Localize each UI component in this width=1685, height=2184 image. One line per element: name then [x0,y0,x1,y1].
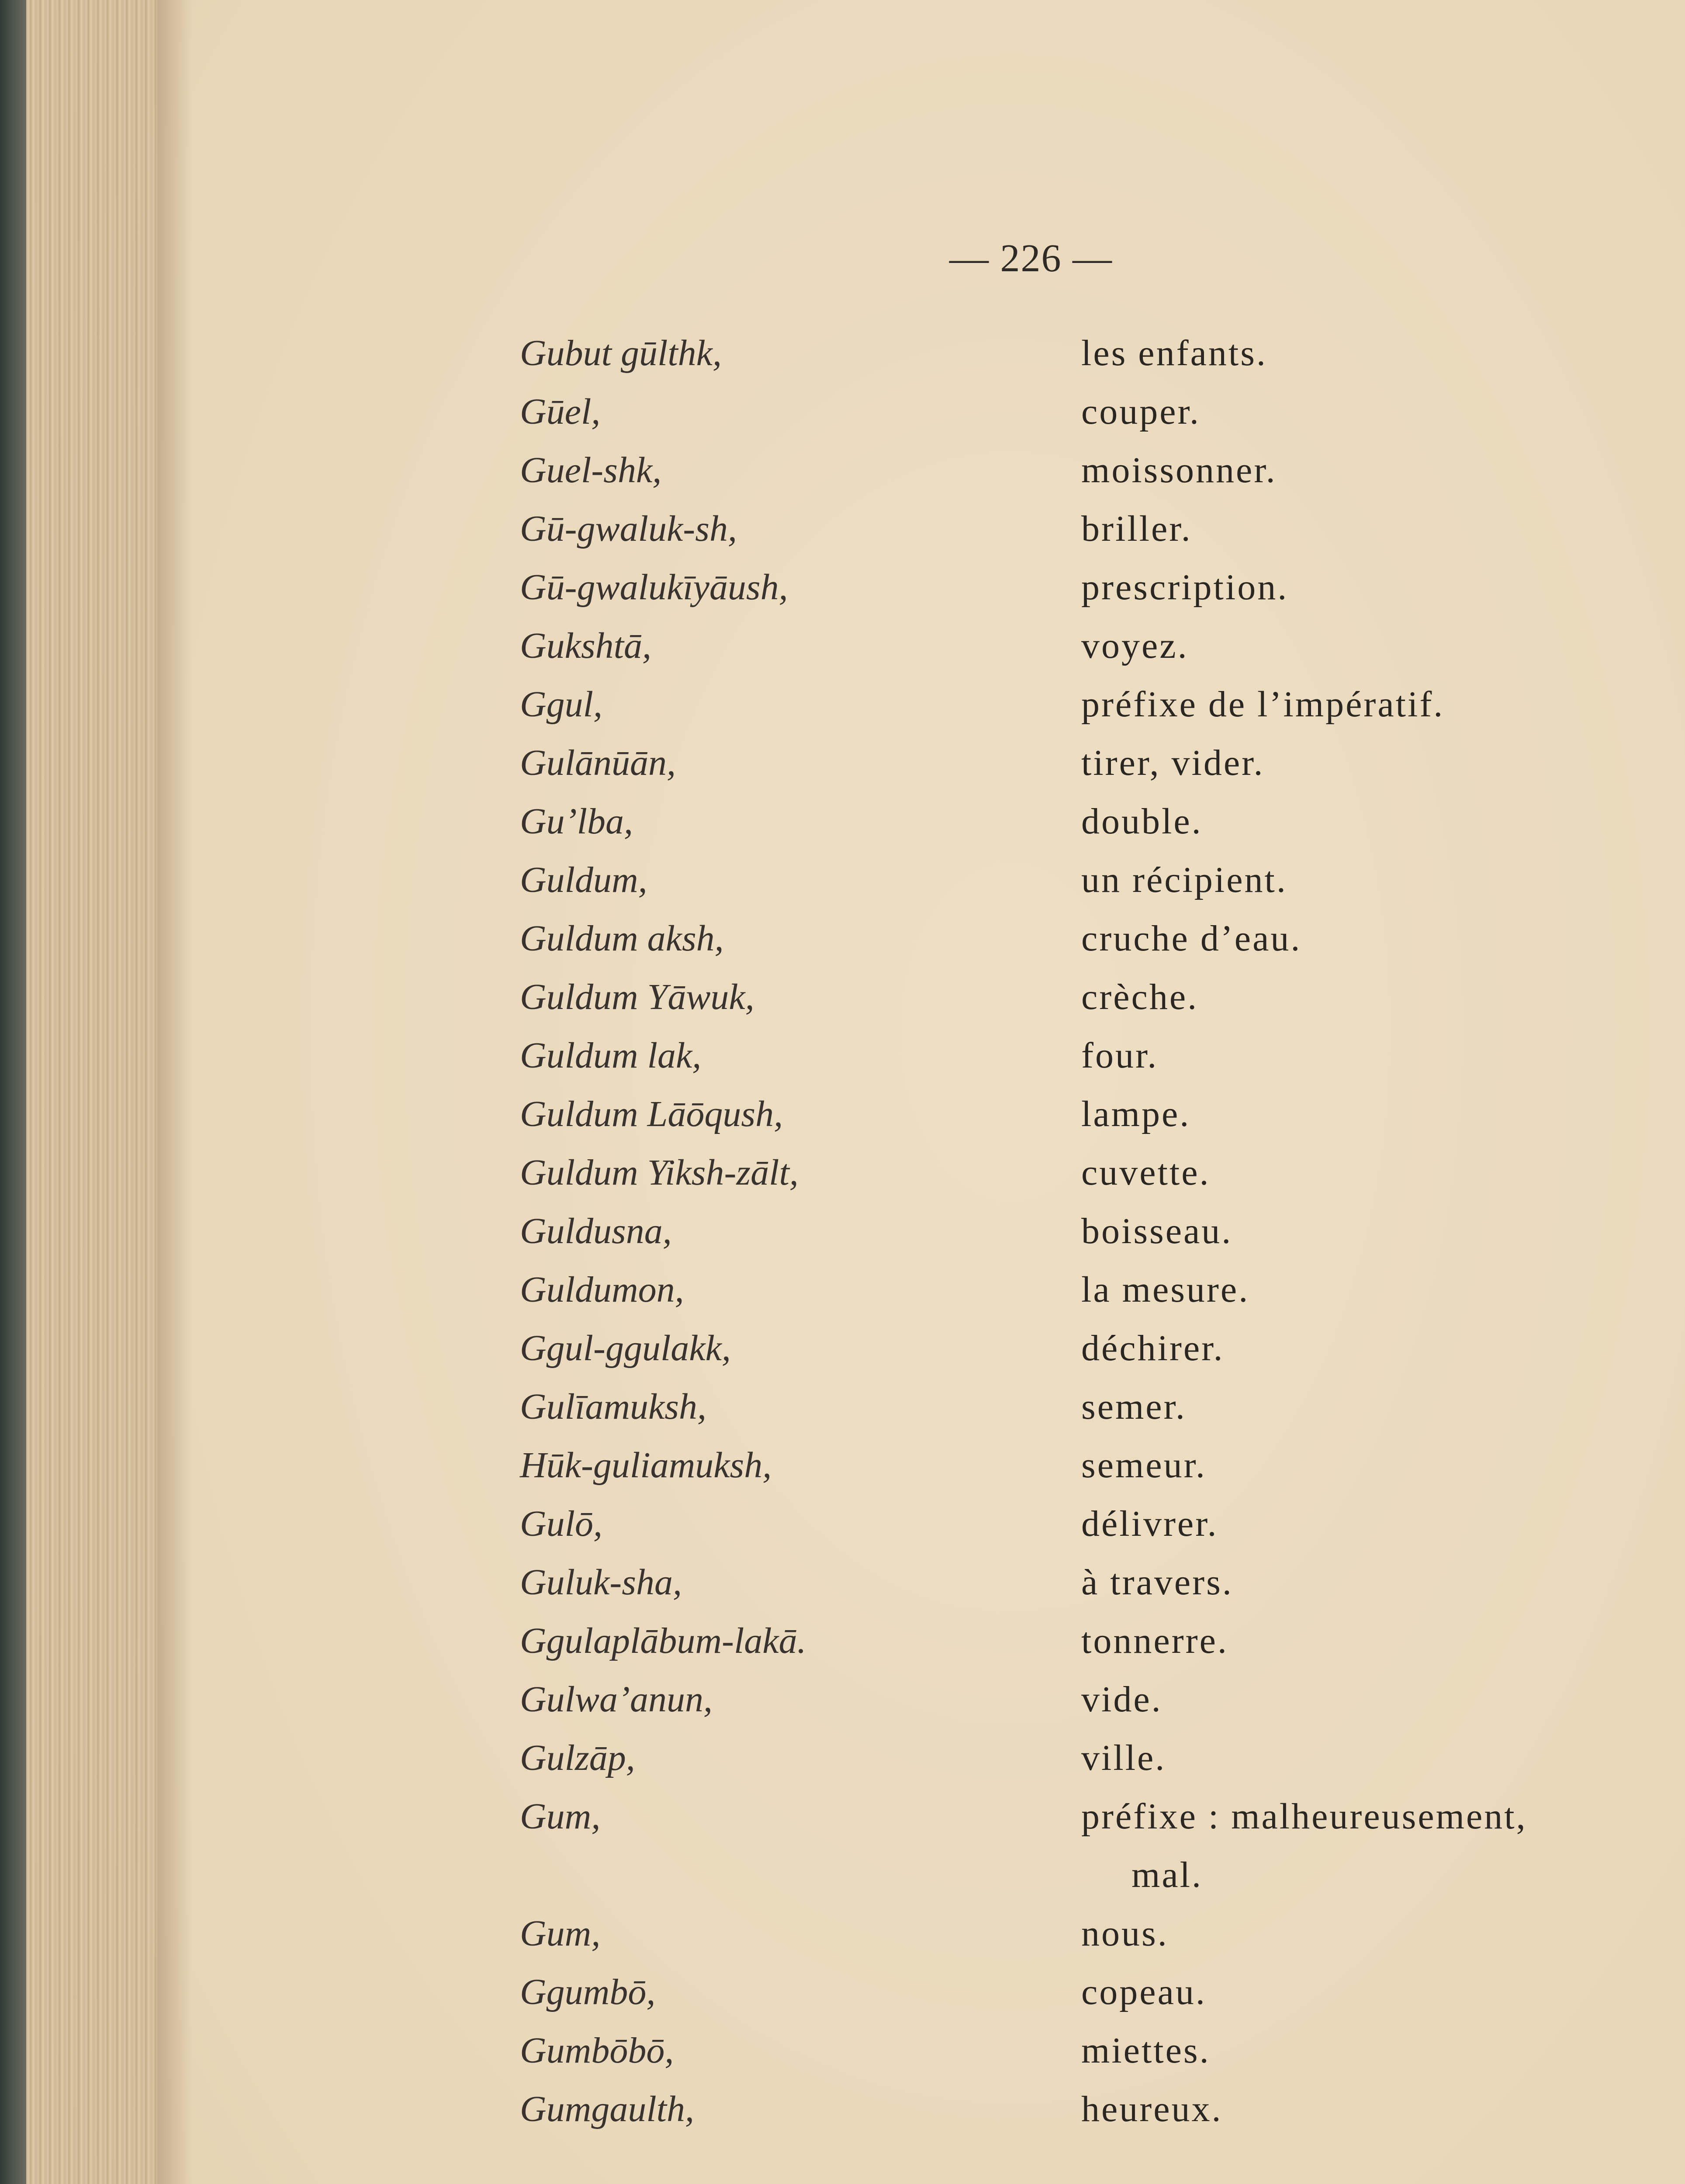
glossary-row [0,332,1685,390]
glossary-row [0,859,1685,917]
glossary-row [0,1093,1685,1151]
glossary-entries [0,332,1685,2146]
definition: briller. [1081,508,1192,549]
definition: ville. [1081,1738,1166,1778]
definition: à travers. [1081,1562,1233,1603]
definition: semeur. [1081,1445,1207,1486]
term: Guluk-sha, [520,1562,682,1603]
glossary-row [0,1210,1685,1268]
term: Ggumbō, [520,1972,656,2012]
glossary-row [0,449,1685,508]
definition: copeau. [1081,1972,1207,2012]
term: Guldusna, [520,1211,672,1251]
glossary-row [0,917,1685,976]
term: Guldum aksh, [520,918,724,959]
definition: nous. [1081,1913,1169,1954]
term: Guldum Yāwuk, [520,977,754,1017]
definition: cruche d’eau. [1081,918,1302,959]
term: Gumbōbō, [520,2030,674,2071]
glossary-row [0,1268,1685,1327]
term: Gulānūān, [520,743,676,783]
glossary-row [0,1971,1685,2029]
glossary-row [0,1737,1685,1795]
term: Guldum lak, [520,1035,702,1076]
definition: semer. [1081,1386,1187,1427]
definition: lampe. [1081,1094,1191,1134]
term: Gum, [520,1796,601,1837]
term: Gulīamuksh, [520,1386,706,1427]
term: Gulzāp, [520,1738,635,1778]
definition: prescription. [1081,567,1289,608]
glossary-row [0,1912,1685,1971]
term: Gū-gwalukīyāush, [520,567,788,608]
glossary-row [0,1386,1685,1444]
definition: cuvette. [1081,1152,1211,1193]
definition: boisseau. [1081,1211,1233,1251]
glossary-row [0,742,1685,800]
definition-continuation: mal. [1131,1855,1203,1895]
definition: préfixe de l’impératif. [1081,684,1445,725]
glossary-row [0,1503,1685,1561]
definition: un récipient. [1081,860,1287,900]
definition: crèche. [1081,977,1199,1017]
definition: tirer, vider. [1081,743,1265,783]
glossary-row [0,1620,1685,1678]
term: Gumgaulth, [520,2089,694,2129]
definition: moissonner. [1081,450,1277,491]
glossary-row [0,683,1685,742]
definition: couper. [1081,391,1201,432]
term: Guel-shk, [520,450,662,491]
term: Gum, [520,1913,601,1954]
definition: les enfants. [1081,333,1267,373]
definition: déchirer. [1081,1328,1225,1368]
glossary-row [0,1327,1685,1386]
definition: four. [1081,1035,1159,1076]
glossary-row [0,1678,1685,1737]
definition: préfixe : malheureusement, [1081,1796,1527,1837]
definition: vide. [1081,1679,1163,1720]
term: Gukshtā, [520,625,651,666]
glossary-row [0,1444,1685,1503]
term: Gū-gwaluk-sh, [520,508,737,549]
glossary-row [0,2088,1685,2146]
term: Guldum Yiksh-zālt, [520,1152,799,1193]
term: Gu’lba, [520,801,633,842]
term: Ggulaplābum-lakā. [520,1621,806,1661]
definition: la mesure. [1081,1269,1250,1310]
page-number: — 226 — [949,237,1113,280]
definition: délivrer. [1081,1503,1218,1544]
term: Gūel, [520,391,601,432]
glossary-row [0,1034,1685,1093]
term: Ggul, [520,684,602,725]
glossary-row [0,625,1685,683]
glossary-row [0,508,1685,566]
definition: voyez. [1081,625,1189,666]
glossary-row [0,390,1685,449]
term: Guldumon, [520,1269,684,1310]
glossary-row [0,800,1685,859]
term: Ggul-ggulakk, [520,1328,731,1368]
definition: heureux. [1081,2089,1223,2129]
definition: tonnerre. [1081,1621,1228,1661]
definition: miettes. [1081,2030,1211,2071]
glossary-row [0,1854,1685,1912]
glossary-row [0,1561,1685,1620]
term: Hūk-guliamuksh, [520,1445,772,1486]
term: Gulwa’anun, [520,1679,713,1720]
term: Gulō, [520,1503,602,1544]
term: Guldum Lāōqush, [520,1094,783,1134]
glossary-row [0,1795,1685,1854]
glossary-row [0,976,1685,1034]
glossary-row [0,2029,1685,2088]
term: Guldum, [520,860,647,900]
definition: double. [1081,801,1203,842]
term: Gubut gūlthk, [520,333,722,373]
glossary-row [0,1151,1685,1210]
glossary-row [0,566,1685,625]
